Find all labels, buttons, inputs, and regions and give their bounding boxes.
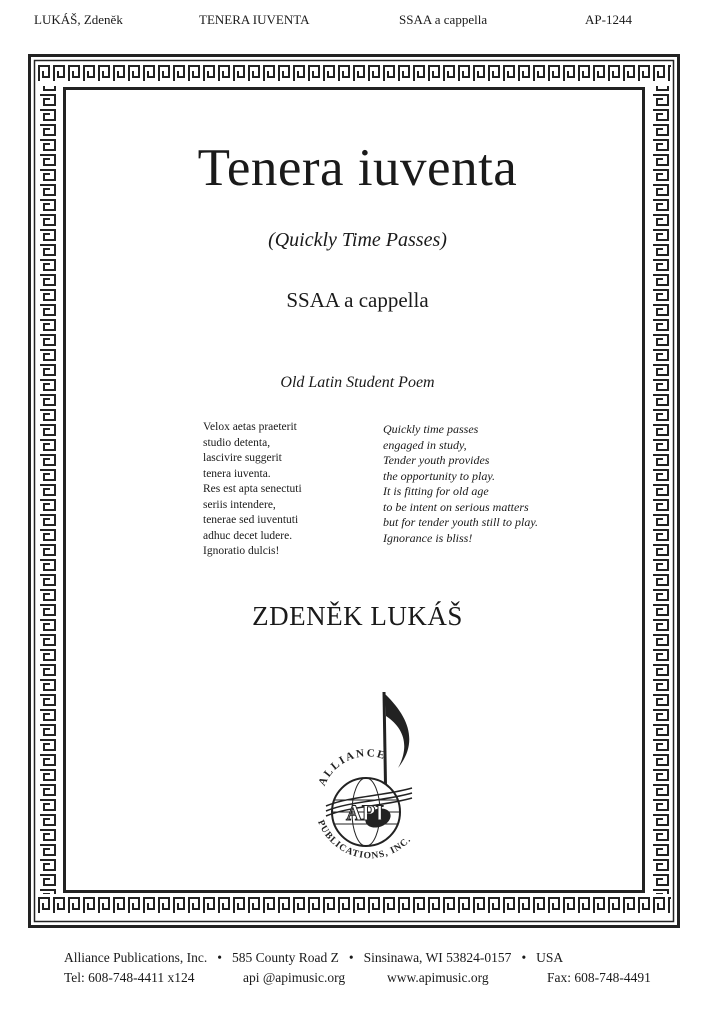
latin-line: Res est apta senectuti [203, 483, 302, 495]
footer-address-line [64, 950, 563, 966]
english-line: Quickly time passes [383, 422, 479, 436]
english-translation [383, 422, 538, 546]
latin-line: lascivire suggerit [203, 452, 282, 464]
page-title: Tenera iuventa [197, 139, 518, 197]
english-line: to be intent on serious matters [383, 499, 529, 514]
footer-separator: • [348, 950, 354, 965]
english-line: Tender youth provides [383, 453, 490, 467]
latin-line: tenera iuventa. [203, 467, 271, 480]
english-line: Ignorance is bliss! [383, 530, 473, 545]
svg-text:API: API [346, 800, 384, 825]
footer-country: USA [536, 950, 564, 965]
latin-line: adhuc decet ludere. [203, 529, 293, 542]
english-line: engaged in study, [383, 437, 467, 452]
footer-website-link[interactable]: www.apimusic.org [387, 970, 489, 985]
header-title: TENERA IUVENTA [199, 12, 310, 27]
composer-name: ZDENĚK LUKÁŠ [252, 601, 463, 631]
voicing: SSAA a cappella [286, 288, 429, 312]
footer-separator: • [521, 950, 527, 965]
footer-fax: Fax: 608-748-4491 [547, 970, 651, 985]
header-composer: LUKÁŠ, Zdeněk [34, 12, 123, 27]
footer-address: 585 County Road Z [231, 950, 339, 965]
latin-line: Velox aetas praeterit [203, 421, 297, 433]
english-line: the opportunity to play. [383, 468, 495, 483]
english-line: It is fitting for old age [383, 484, 489, 498]
note-flag [385, 694, 409, 768]
english-line: but for tender youth still to play. [383, 515, 538, 529]
footer-telephone: Tel: 608-748-4411 x124 [64, 970, 195, 985]
latin-line: tenerae sed iuventuti [203, 514, 299, 526]
footer-city: Sinsinawa, WI 53824-0157 [363, 950, 512, 965]
subtitle: (Quickly Time Passes) [268, 229, 447, 251]
footer-company: Alliance Publications, Inc. [64, 950, 208, 965]
latin-line: Ignoratio dulcis! [203, 545, 280, 557]
footer-email-link[interactable]: api @apimusic.org [243, 970, 346, 985]
publisher-logo [300, 688, 435, 888]
poem-heading: Old Latin Student Poem [280, 374, 435, 391]
header-voicing: SSAA a cappella [399, 12, 488, 27]
latin-line: studio detenta, [203, 436, 271, 449]
header-catalog-number: AP-1244 [585, 12, 632, 27]
latin-poem [203, 420, 302, 560]
svg-text:PUBLICATIONS, INC.: PUBLICATIONS, INC. [315, 818, 414, 862]
latin-line: seriis intendere, [203, 498, 276, 511]
svg-text:ALLIANCE: ALLIANCE [316, 747, 388, 788]
footer-separator: • [217, 950, 222, 965]
